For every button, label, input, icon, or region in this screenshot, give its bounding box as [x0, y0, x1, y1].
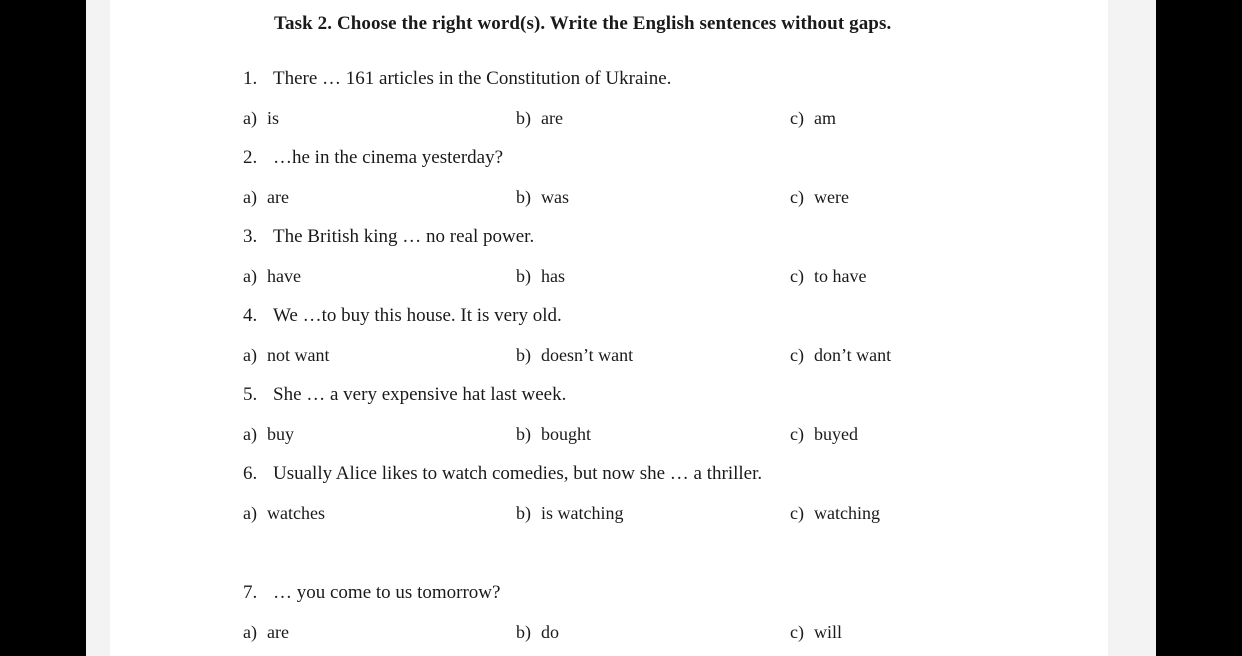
question-text: …he in the cinema yesterday?: [273, 147, 504, 168]
option-letter: a): [243, 424, 257, 444]
question-text: We …to buy this house. It is very old.: [273, 305, 562, 326]
option-text: are: [541, 108, 563, 128]
option-text: buy: [266, 424, 294, 444]
option-letter: a): [243, 187, 257, 207]
option-text: watches: [266, 503, 325, 523]
option-letter: c): [790, 622, 804, 642]
question-1: [243, 68, 671, 90]
option-7b: [516, 622, 559, 643]
option-1a: [243, 108, 279, 129]
option-5a: [243, 424, 294, 445]
option-text: were: [813, 187, 849, 207]
option-text: are: [266, 622, 289, 642]
question-7: [243, 582, 500, 604]
option-text: don’t want: [813, 345, 892, 365]
option-text: have: [266, 266, 301, 286]
question-number: 3.: [243, 226, 258, 247]
option-1c: [790, 108, 836, 129]
option-letter: c): [790, 187, 804, 207]
option-letter: b): [516, 622, 531, 642]
option-text: are: [266, 187, 289, 207]
option-text: is watching: [541, 503, 624, 523]
option-5c: [790, 424, 858, 445]
option-text: not want: [266, 345, 330, 365]
document-page: [110, 0, 1108, 656]
question-text: Usually Alice likes to watch comedies, but now she … a thriller.: [273, 463, 763, 484]
question-5: [243, 384, 566, 406]
option-letter: a): [243, 108, 257, 128]
option-text: has: [541, 266, 565, 286]
question-text: The British king … no real power.: [273, 226, 535, 247]
question-text: … you come to us tomorrow?: [273, 582, 501, 603]
option-letter: b): [516, 266, 531, 286]
option-letter: a): [243, 503, 257, 523]
question-6: [243, 463, 762, 485]
question-number: 6.: [243, 463, 258, 484]
option-7a: [243, 622, 289, 643]
option-2c: [790, 187, 849, 208]
option-letter: b): [516, 345, 531, 365]
option-letter: c): [790, 424, 804, 444]
right-margin-panel: [1108, 0, 1156, 656]
question-number: 7.: [243, 582, 258, 603]
option-letter: a): [243, 622, 257, 642]
task-title: Task 2. Choose the right word(s). Write the English sentences without gaps.: [274, 13, 892, 34]
option-letter: b): [516, 108, 531, 128]
option-3b: [516, 266, 565, 287]
option-text: was: [541, 187, 569, 207]
option-letter: b): [516, 503, 531, 523]
option-letter: c): [790, 108, 804, 128]
option-6a: [243, 503, 325, 524]
question-number: 1.: [243, 68, 258, 89]
option-1b: [516, 108, 563, 129]
option-6c: [790, 503, 880, 524]
option-text: do: [541, 622, 559, 642]
option-text: doesn’t want: [541, 345, 634, 365]
question-2: [243, 147, 503, 169]
question-text: She … a very expensive hat last week.: [273, 384, 567, 405]
option-letter: c): [790, 266, 804, 286]
option-2a: [243, 187, 289, 208]
question-text: There … 161 articles in the Constitution of Ukraine.: [273, 68, 672, 89]
option-letter: a): [243, 266, 257, 286]
question-number: 4.: [243, 305, 258, 326]
option-text: buyed: [813, 424, 858, 444]
question-3: [243, 226, 534, 248]
option-text: bought: [541, 424, 592, 444]
option-letter: b): [516, 424, 531, 444]
option-4b: [516, 345, 633, 366]
option-4c: [790, 345, 891, 366]
option-text: am: [813, 108, 836, 128]
option-text: is: [266, 108, 279, 128]
left-margin-panel: [86, 0, 110, 656]
option-4a: [243, 345, 329, 366]
option-letter: a): [243, 345, 257, 365]
option-letter: c): [790, 503, 804, 523]
option-text: watching: [813, 503, 880, 523]
question-number: 2.: [243, 147, 258, 168]
option-5b: [516, 424, 591, 445]
option-6b: [516, 503, 624, 524]
option-text: will: [813, 622, 842, 642]
option-7c: [790, 622, 842, 643]
option-letter: b): [516, 187, 531, 207]
option-2b: [516, 187, 569, 208]
option-text: to have: [813, 266, 867, 286]
option-3a: [243, 266, 301, 287]
question-4: [243, 305, 562, 327]
option-letter: c): [790, 345, 804, 365]
question-number: 5.: [243, 384, 258, 405]
option-3c: [790, 266, 866, 287]
